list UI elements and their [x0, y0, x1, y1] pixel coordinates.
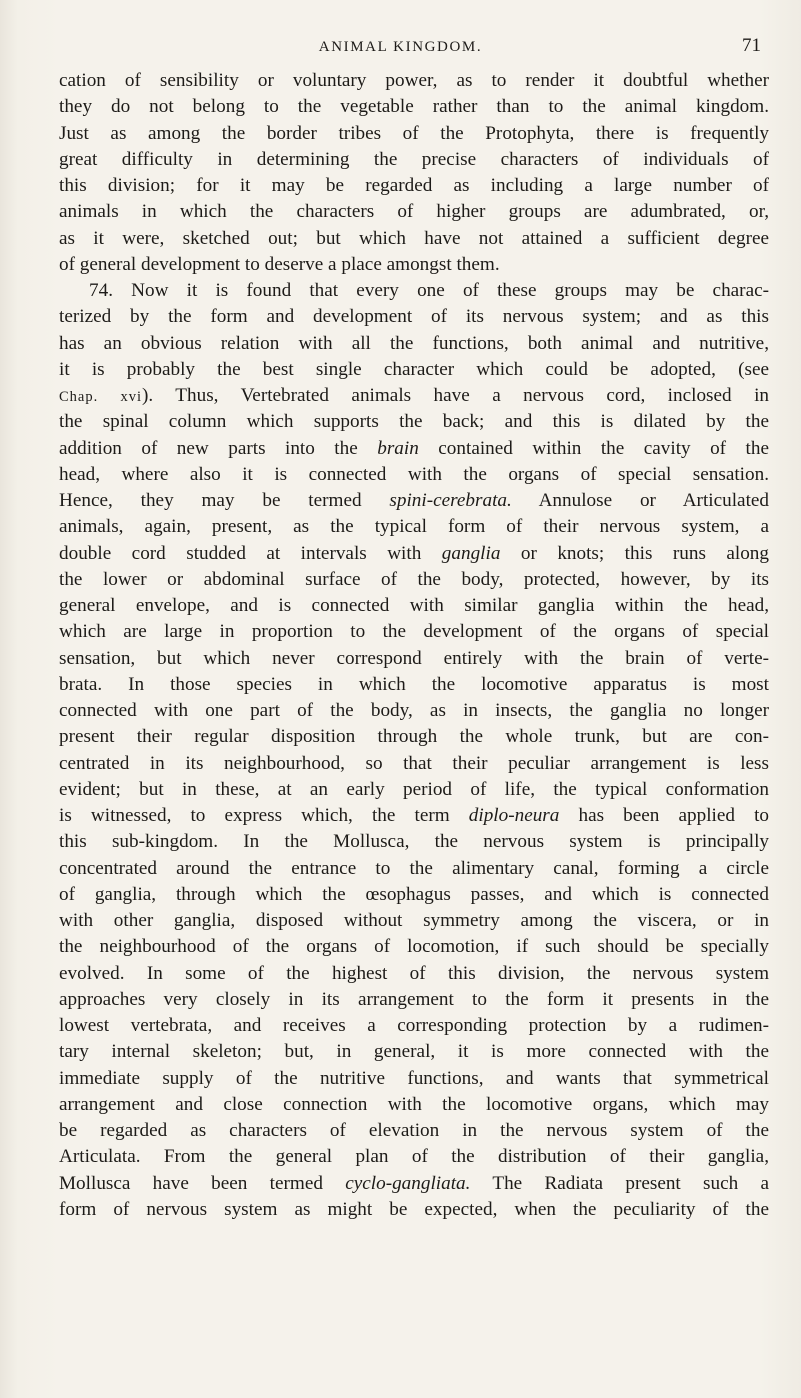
- text-run: addition of new parts into the: [59, 437, 378, 459]
- text-line: [59, 541, 769, 567]
- running-head-title: ANIMAL KINGDOM.: [318, 39, 483, 55]
- text-line: Articulata. From the general plan of the distribution of their ganglia,: [59, 1146, 769, 1168]
- italic-term: ganglia: [441, 542, 501, 564]
- text-line: centrated in its neighbourhood, so that their peculiar arrangement is less: [59, 752, 769, 774]
- text-line: arrangement and close connection with the locomotive organs, which may: [59, 1093, 769, 1115]
- text-run: ). Thus, Vertebrated animals have a nervous cord, inclosed in: [142, 385, 769, 406]
- text-line: sensation, but which never correspond entirely with the brain of verte-: [59, 647, 769, 669]
- text-run: it is probably the best single character which could be adopted, (see: [59, 358, 769, 380]
- text-line: evident; but in these, at an early period of life, the typical conformation: [59, 778, 769, 800]
- italic-term: brain: [377, 437, 419, 459]
- text-run: contained within the cavity of the: [418, 437, 769, 459]
- text-run: or knots; this runs along: [500, 542, 769, 564]
- text-line: they do not belong to the vegetable rather than to the animal kingdom.: [59, 96, 769, 118]
- page-number: 71: [742, 35, 761, 56]
- text-line: tary internal skeleton; but, in general, it is more connected with the: [59, 1041, 769, 1063]
- text-line: present their regular disposition through the whole trunk, but are con-: [59, 726, 769, 748]
- text-run: The Radiata present such a: [470, 1172, 769, 1194]
- text-line: which are large in proportion to the development of the organs of special: [59, 621, 769, 643]
- text-line: [59, 803, 769, 829]
- text-line: this sub-kingdom. In the Mollusca, the nervous system is principally: [59, 831, 769, 853]
- text-line: animals in which the characters of higher groups are adumbrated, or,: [59, 201, 769, 223]
- text-line: cation of sensibility or voluntary power, as to render it doubtful whether: [59, 70, 769, 91]
- text-line: form of nervous system as might be expected, when the peculiarity of the: [59, 1198, 769, 1220]
- text-run: Mollusca have been termed: [59, 1172, 346, 1194]
- text-line: the neighbourhood of the organs of locomotion, if such should be specially: [59, 936, 769, 958]
- text-run: is witnessed, to express which, the term: [59, 805, 469, 826]
- italic-term: diplo-neura: [468, 805, 560, 826]
- text-line: [59, 1171, 769, 1197]
- text-run: double cord studded at intervals with: [59, 542, 442, 564]
- text-line: connected with one part of the body, as in insects, the ganglia no longer: [59, 700, 769, 721]
- text-line: of ganglia, through which the œsophagus passes, and which is connected: [59, 883, 769, 905]
- text-line: the spinal column which supports the back; and this is dilated by the: [59, 411, 769, 433]
- text-line: [59, 436, 769, 462]
- text-run: has been applied to: [559, 805, 769, 826]
- text-line: concentrated around the entrance to the alimentary canal, forming a circle: [59, 857, 769, 879]
- italic-term: cyclo-gangliata.: [345, 1172, 471, 1194]
- text-line: Just as among the border tribes of the Protophyta, there is frequently: [59, 122, 769, 144]
- text-line: be regarded as characters of elevation in the nervous system of the: [59, 1120, 769, 1141]
- text-line: with other ganglia, disposed without symmetry among the viscera, or in: [59, 910, 769, 931]
- text-line: great difficulty in determining the precise characters of individuals of: [59, 148, 769, 170]
- text-line: head, where also it is connected with the organs of special sensation.: [59, 463, 769, 485]
- small-caps-reference: Chap. xvi: [59, 389, 143, 405]
- text-line: [59, 383, 769, 409]
- text-line: terized by the form and development of its nervous system; and as this: [59, 306, 769, 328]
- text-line: evolved. In some of the highest of this division, the nervous system: [59, 962, 769, 984]
- text-line: brata. In those species in which the locomotive apparatus is most: [59, 673, 769, 695]
- text-line: general envelope, and is connected with similar ganglia within the head,: [59, 595, 769, 616]
- running-head: [0, 37, 801, 61]
- text-line: the lower or abdominal surface of the body, protected, however, by its: [59, 568, 769, 590]
- italic-term: spini-cerebrata.: [389, 490, 512, 511]
- text-line: lowest vertebrata, and receives a corresponding protection by a rudimen-: [59, 1015, 769, 1036]
- text-line: this division; for it may be regarded as including a large number of: [59, 175, 769, 196]
- text-line: animals, again, present, as the typical form of their nervous system, a: [59, 516, 769, 538]
- text-line: [59, 488, 769, 514]
- text-line: 74. Now it is found that every one of these groups may be charac-: [89, 280, 769, 301]
- text-line: of general development to deserve a place amongst them.: [59, 253, 500, 275]
- text-run: Annulose or Articulated: [511, 490, 769, 511]
- body-text: [59, 68, 769, 1223]
- text-line: as it were, sketched out; but which have not attained a sufficient degree: [59, 227, 769, 249]
- text-run: Hence, they may be termed: [59, 490, 390, 511]
- text-line: [59, 357, 769, 383]
- text-line: has an obvious relation with all the functions, both animal and nutritive,: [59, 332, 769, 354]
- text-line: approaches very closely in its arrangement to the form it presents in the: [59, 988, 769, 1010]
- text-line: immediate supply of the nutritive functions, and wants that symmetrical: [59, 1067, 769, 1089]
